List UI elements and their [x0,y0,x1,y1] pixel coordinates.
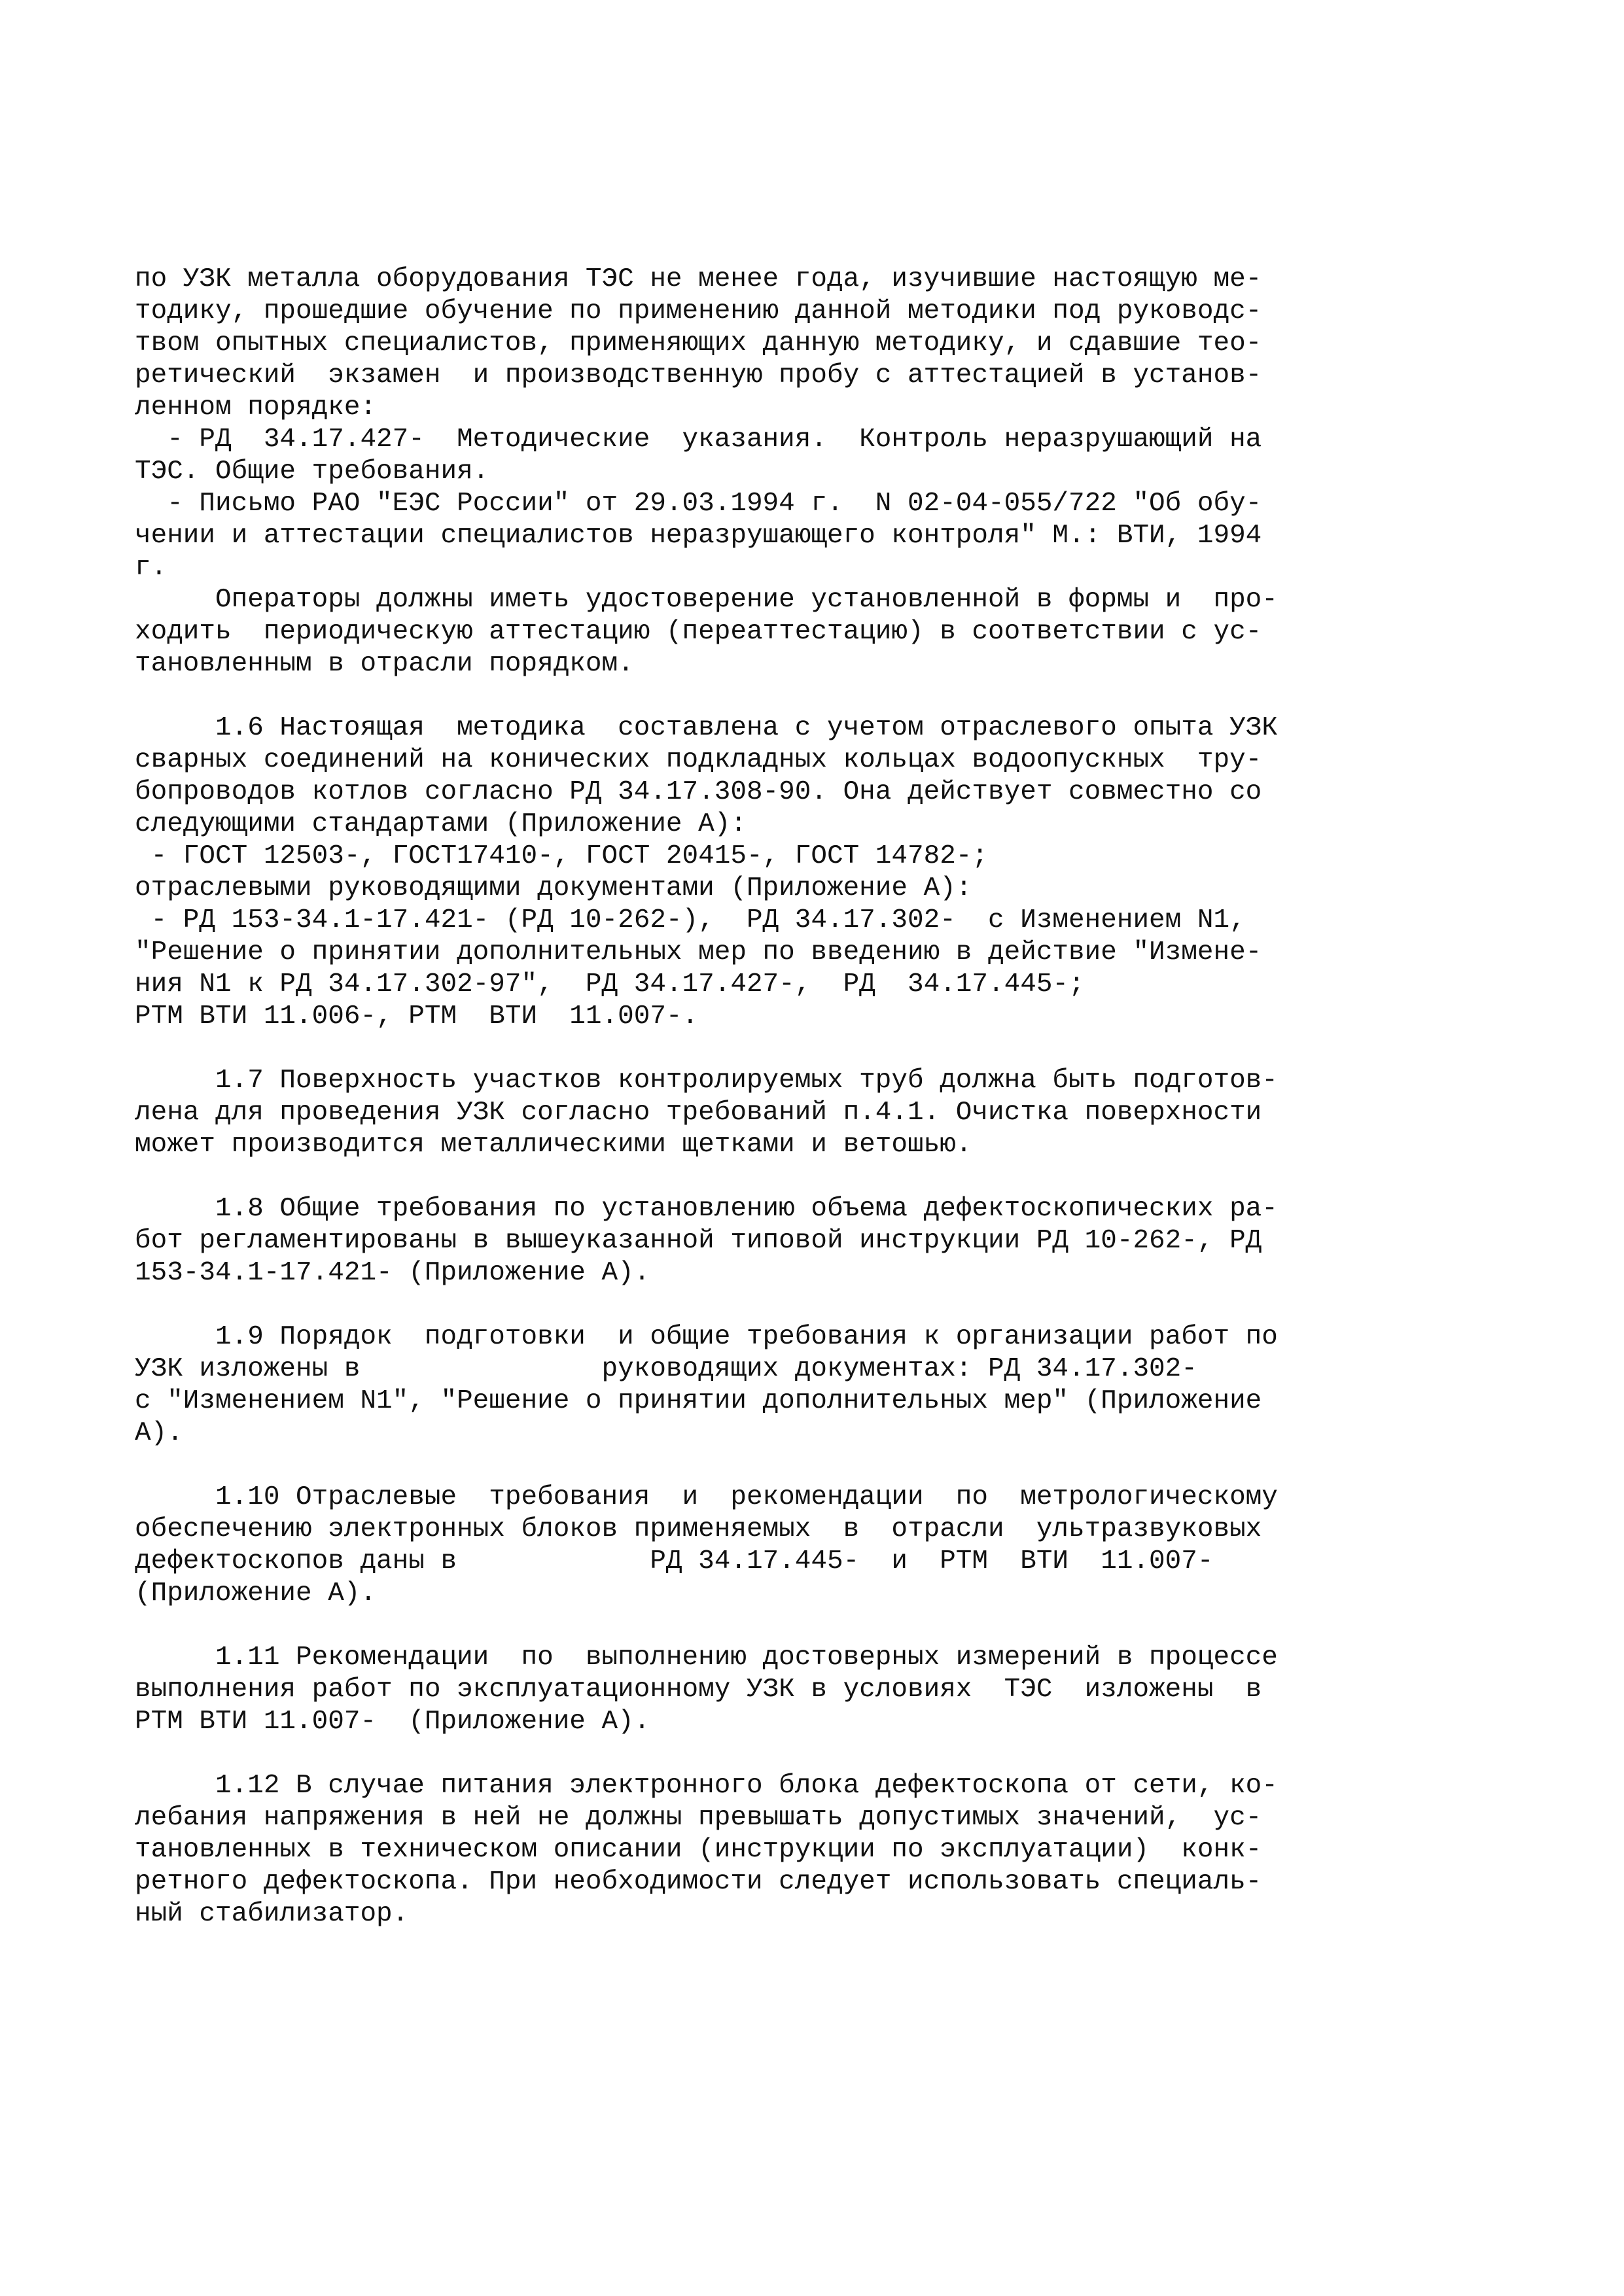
paragraph-gap [135,1289,1509,1321]
text-line: 1.6 Настоящая методика составлена с учетом отраслевого опыта УЗК [135,713,1278,743]
text-line: г. [135,553,168,583]
paragraph-gap [135,1161,1509,1193]
text-line: - РД 153-34.1-17.421- (РД 10-262-), РД 34.17.302- с Изменением N1, [135,905,1246,935]
text-line: ТЭС. Общие требования. [135,457,489,487]
text-line: выполнения работ по эксплуатационному УЗК в условиях ТЭС изложены в [135,1675,1262,1705]
text-line: ленном порядке: [135,392,377,423]
text-line: ретного дефектоскопа. При необходимости следует использовать специаль- [135,1867,1262,1897]
text-line: 153-34.1-17.421- (Приложение А). [135,1258,650,1288]
text-line: - Письмо РАО "ЕЭС России" от 29.03.1994 г. N 02-04-055/722 "Об обу- [135,489,1262,519]
paragraph-gap [135,1610,1509,1642]
text-line: лебания напряжения в ней не должны превышать допустимых значений, ус- [135,1803,1262,1833]
text-line: обеспечению электронных блоков применяемых в отрасли ультразвуковых [135,1514,1262,1544]
text-line: отраслевыми руководящими документами (Приложение А): [135,873,972,903]
text-line: 1.9 Порядок подготовки и общие требования к организации работ по [135,1322,1278,1352]
paragraph-gap [135,1033,1509,1065]
text-line: бопроводов котлов согласно РД 34.17.308-90. Она действует совместно со [135,777,1262,807]
text-line: ния N1 к РД 34.17.302-97", РД 34.17.427-, РД 34.17.445-; [135,969,1085,1000]
text-line: с "Изменением N1", "Решение о принятии дополнительных мер" (Приложение [135,1386,1262,1416]
text-line: (Приложение А). [135,1578,377,1609]
text-line: - РД 34.17.427- Методические указания. Контроль неразрушающий на [135,425,1262,455]
text-line: тодику, прошедшие обучение по применению данной методики под руководс- [135,296,1262,326]
paragraph-gap [135,1738,1509,1770]
text-line: сварных соединений на конических подкладных кольцах водоопускных тру- [135,745,1262,775]
text-line: РТМ ВТИ 11.006-, РТМ ВТИ 11.007-. [135,1001,699,1032]
text-line: УЗК изложены в руководящих документах: РД 34.17.302- [135,1354,1197,1384]
text-line: РТМ ВТИ 11.007- (Приложение А). [135,1707,650,1737]
text-line: ретический экзамен и производственную пробу с аттестацией в установ- [135,360,1262,391]
text-line: дефектоскопов даны в РД 34.17.445- и РТМ ВТИ 11.007- [135,1546,1214,1576]
document-page [135,264,1509,2226]
text-line: бот регламентированы в вышеуказанной типовой инструкции РД 10-262-, РД [135,1226,1262,1256]
text-line: тановленным в отрасли порядком. [135,649,634,679]
text-line: А). [135,1418,183,1448]
text-line: - ГОСТ 12503-, ГОСТ17410-, ГОСТ 20415-, ГОСТ 14782-; [135,841,989,871]
text-line: по УЗК металла оборудования ТЭС не менее года, изучившие настоящую ме- [135,264,1262,294]
text-line: лена для проведения УЗК согласно требований п.4.1. Очистка поверхности [135,1098,1262,1128]
text-line: чении и аттестации специалистов неразрушающего контроля" М.: ВТИ, 1994 [135,521,1262,551]
text-line: Операторы должны иметь удостоверение установленной в формы и про- [135,585,1278,615]
text-line: 1.12 В случае питания электронного блока дефектоскопа от сети, ко- [135,1771,1278,1801]
text-line: ный стабилизатор. [135,1899,409,1929]
paragraph-gap [135,680,1509,712]
text-line: тановленных в техническом описании (инструкции по эксплуатации) конк- [135,1835,1262,1865]
text-line: твом опытных специалистов, применяющих данную методику, и сдавшие тео- [135,328,1262,358]
text-line: 1.8 Общие требования по установлению объема дефектоскопических ра- [135,1194,1278,1224]
text-line: 1.7 Поверхность участков контролируемых труб должна быть подготов- [135,1066,1278,1096]
text-line: 1.10 Отраслевые требования и рекомендации по метрологическому [135,1482,1278,1512]
text-line: 1.11 Рекомендации по выполнению достоверных измерений в процессе [135,1643,1278,1673]
text-line: ходить периодическую аттестацию (переаттестацию) в соответствии с ус- [135,617,1262,647]
text-line: может производится металлическими щетками и ветошью. [135,1130,972,1160]
text-line: "Решение о принятии дополнительных мер по введению в действие "Измене- [135,937,1262,967]
text-line: следующими стандартами (Приложение А): [135,809,747,839]
paragraph-gap [135,1450,1509,1482]
